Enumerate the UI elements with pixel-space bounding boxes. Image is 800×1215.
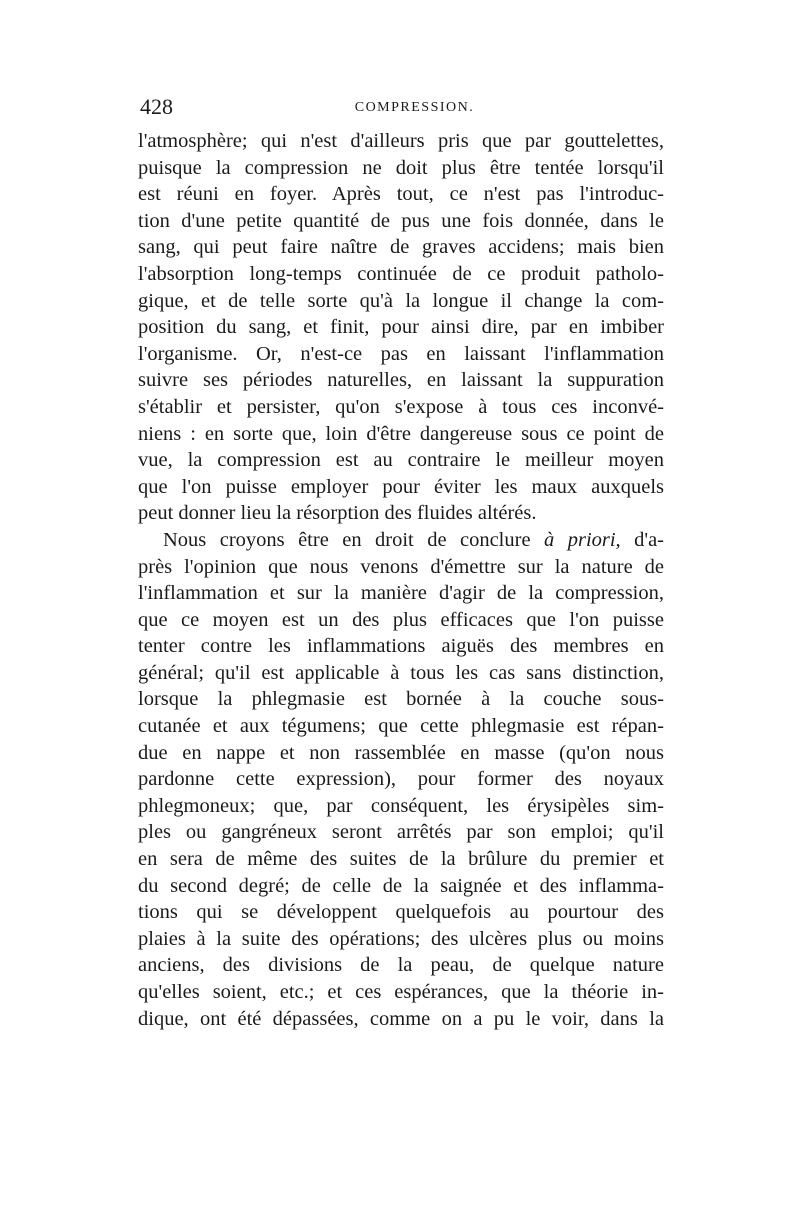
text-line: près l'opinion que nous venons d'émettre sur la nature de	[138, 555, 664, 578]
text-line: général; qu'il est applicable à tous les cas sans distinction,	[138, 661, 664, 684]
text-line: tion d'une petite quantité de pus une fois donnée, dans le	[138, 209, 664, 232]
text-line: sang, qui peut faire naître de graves accidens; mais bien	[138, 236, 664, 259]
text-line: que l'on puisse employer pour éviter les maux auxquels	[138, 475, 664, 498]
italic-phrase: à priori,	[544, 528, 621, 551]
line-segment: d'a-	[620, 528, 665, 551]
text-line: tenter contre les inflammations aiguës des membres en	[138, 635, 664, 658]
text-line: l'atmosphère; qui n'est d'ailleurs pris que par gouttelettes,	[138, 130, 664, 152]
text-line: lorsque la phlegmasie est bornée à la couche sous-	[138, 688, 664, 711]
text-line: niens : en sorte que, loin d'être dangereuse sous ce point de	[138, 422, 664, 445]
text-line: gique, et de telle sorte qu'à la longue il change la com-	[138, 289, 664, 312]
text-line: s'établir et persister, qu'on s'expose à tous ces inconvé-	[138, 395, 664, 418]
paragraph-start-line	[138, 527, 664, 554]
text-line: du second degré; de celle de la saignée et des inflamma-	[138, 874, 664, 897]
running-head: COMPRESSION.	[354, 100, 475, 115]
text-line: en sera de même des suites de la brûlure du premier et	[138, 848, 664, 871]
text-line: que ce moyen est un des plus efficaces que l'on puisse	[138, 608, 664, 631]
text-line: tions qui se développent quelquefois au pourtour des	[138, 901, 664, 924]
page-header	[138, 92, 663, 122]
text-line: est réuni en foyer. Après tout, ce n'est pas l'introduc-	[138, 183, 664, 206]
text-line: dique, ont été dépassées, comme on a pu le voir, dans la	[138, 1007, 664, 1030]
text-line: suivre ses périodes naturelles, en laissant la suppuration	[138, 369, 664, 392]
text-line: phlegmoneux; que, par conséquent, les érysipèles sim-	[138, 794, 664, 817]
text-line: l'absorption long-temps continuée de ce produit patholo-	[138, 262, 664, 285]
text-line: plaies à la suite des opérations; des ulcères plus ou moins	[138, 927, 664, 950]
text-line: due en nappe et non rassemblée en masse (qu'on nous	[138, 741, 664, 764]
page-number: 428	[140, 94, 173, 119]
text-line: vue, la compression est au contraire le meilleur moyen	[138, 449, 664, 472]
text-line: ples ou gangréneux seront arrêtés par son emploi; qu'il	[138, 821, 664, 844]
text-line: puisque la compression ne doit plus être tentée lorsqu'il	[138, 156, 664, 179]
text-line: pardonne cette expression), pour former des noyaux	[138, 768, 664, 791]
text-line: anciens, des divisions de la peau, de quelque nature	[138, 954, 664, 977]
text-line: cutanée et aux tégumens; que cette phlegmasie est répan-	[138, 715, 664, 738]
text-line: l'organisme. Or, n'est-ce pas en laissant l'inflammation	[138, 342, 664, 365]
paragraph-end-line: peut donner lieu la résorption des fluides altérés.	[138, 502, 537, 525]
line-segment: Nous croyons être en droit de conclure	[163, 528, 545, 551]
text-line: qu'elles soient, etc.; et ces espérances, que la théorie in-	[138, 981, 664, 1003]
text-line: l'inflammation et sur la manière d'agir de la compression,	[138, 582, 664, 605]
body-text	[138, 128, 664, 1032]
text-line: position du sang, et finit, pour ainsi dire, par en imbiber	[138, 316, 664, 339]
